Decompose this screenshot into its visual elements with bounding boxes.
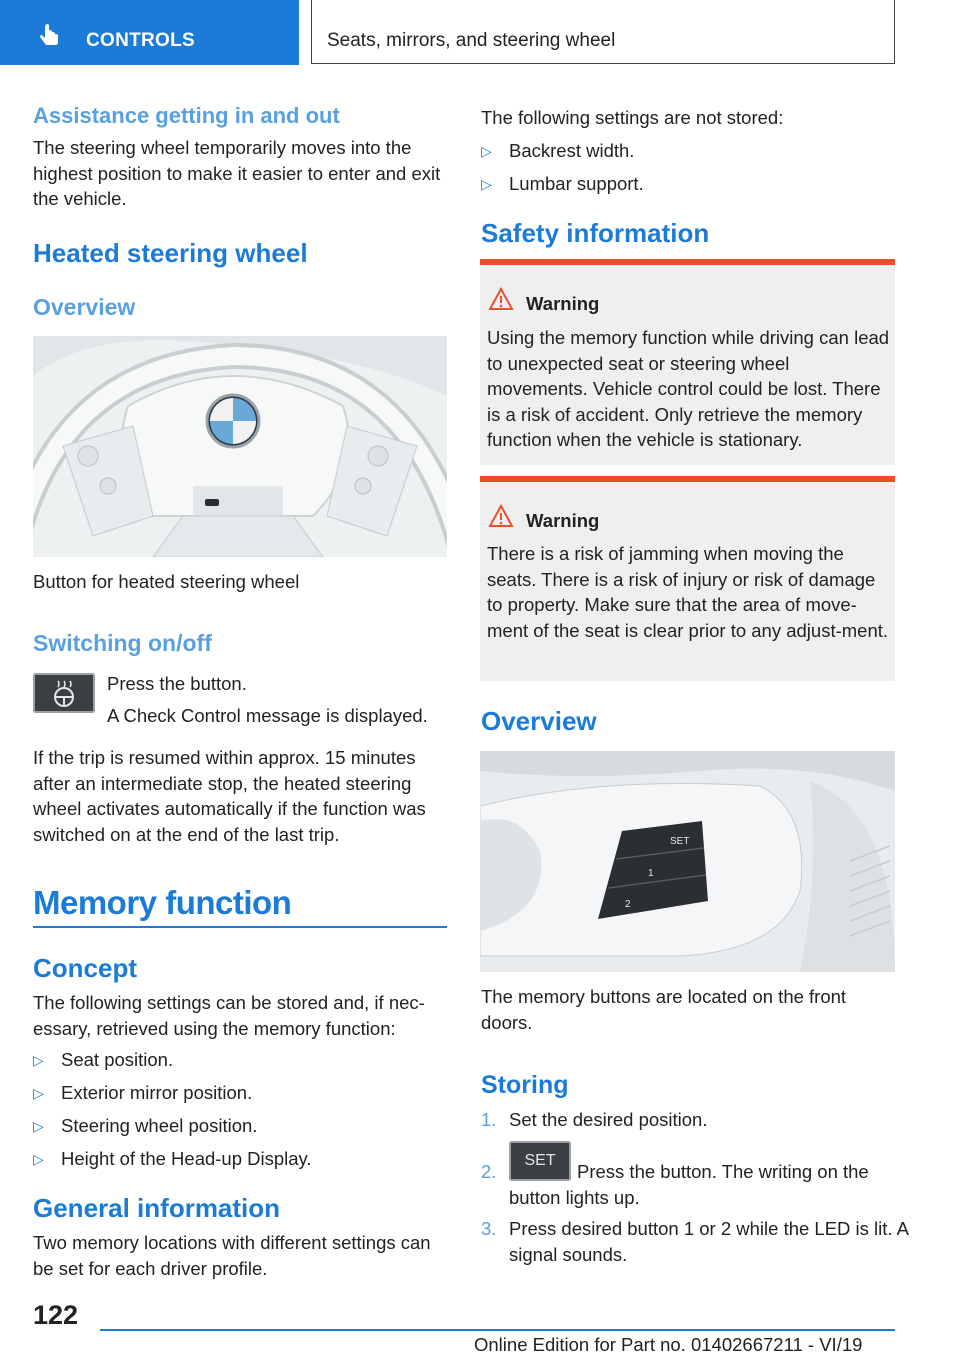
- warning-title: Warning: [526, 510, 600, 531]
- press-button-text: Press the button.: [107, 673, 247, 694]
- list-item: ▷ Backrest width.: [481, 140, 635, 161]
- warning-title: Warning: [526, 293, 600, 314]
- left-column: [33, 103, 448, 212]
- chapter-title-box: [311, 0, 895, 64]
- steering-wheel-figure: [33, 336, 447, 557]
- warning-triangle-icon: [488, 504, 514, 528]
- assist-heading: Assistance getting in and out: [33, 103, 340, 128]
- list-item: ▷ Seat position.: [33, 1049, 174, 1070]
- door-1-label: 1: [648, 868, 654, 879]
- door-2-label: 2: [625, 899, 631, 910]
- list-item: ▷ Steering wheel position.: [33, 1115, 258, 1136]
- trip-text: If the trip is resumed within approx. 15 minutes after an intermediate stop, the heated steering wheel activates automatically if the function was switched on at the end of the last trip.: [33, 747, 426, 845]
- warning-box-1: [480, 259, 895, 465]
- assist-text: The steering wheel temporarily moves into the highest position to make it easier to enter and exit the vehicle.: [33, 137, 441, 209]
- storing-heading: Storing: [481, 1071, 569, 1099]
- step-2: 2. Press the button. The writing on the button lights up.: [481, 1161, 869, 1208]
- heated-heading: Heated steering wheel: [33, 238, 308, 268]
- overview-heading-right: Overview: [481, 706, 597, 736]
- concept-heading: Concept: [33, 953, 137, 983]
- list-item: ▷ Lumbar support.: [481, 173, 644, 194]
- switching-heading: Switching on/off: [33, 630, 212, 656]
- overview-heading-left: Overview: [33, 294, 136, 320]
- footer-rule: [100, 1329, 895, 1331]
- footer-edition: Online Edition for Part no. 01402667211 - VI/19: [474, 1334, 863, 1355]
- set-button: SET: [509, 1141, 571, 1181]
- general-heading: General information: [33, 1193, 281, 1223]
- heated-steering-button: [33, 673, 95, 713]
- safety-heading: Safety information: [481, 218, 710, 248]
- warning-box-2: [480, 476, 895, 681]
- not-stored-list: [481, 138, 896, 196]
- door-caption: The memory buttons are located on the front doors.: [481, 986, 847, 1033]
- figure-caption: Button for heated steering wheel: [33, 571, 300, 592]
- hand-pointer-icon: [38, 24, 60, 48]
- section-label: CONTROLS: [86, 30, 196, 51]
- warning-text: There is a risk of jamming when moving the seats. There is a risk of injury or risk of damage to property. Make sure that the area of move‐ment of the seat is clear prior to any adjust‐ment.: [487, 543, 889, 641]
- concept-list: [33, 1047, 448, 1171]
- list-item: ▷ Exterior mirror position.: [33, 1082, 253, 1103]
- check-control-text: A Check Control message is displayed.: [107, 705, 428, 726]
- warning-triangle-icon: [488, 287, 514, 311]
- step-1: 1. Set the desired position.: [481, 1109, 708, 1130]
- heated-wheel-icon: [33, 673, 95, 713]
- heading-rule: [33, 926, 447, 928]
- concept-text: The following settings can be stored and, if nec‐essary, retrieved using the memory function:: [33, 992, 425, 1039]
- warning-text: Using the memory function while driving can lead to unexpected seat or steering wheel movements. Vehicle control could be lost. There is a risk of accident. Only retrieve the memory function when the vehicle is stationary.: [487, 327, 890, 450]
- list-item: ▷ Height of the Head-up Display.: [33, 1148, 312, 1169]
- page-number: 122: [33, 1300, 79, 1330]
- not-stored-intro: The following settings are not stored:: [481, 107, 784, 128]
- door-set-label: SET: [670, 836, 690, 847]
- door-memory-figure: [480, 751, 895, 972]
- general-text: Two memory locations with different settings can be set for each driver profile.: [33, 1232, 431, 1279]
- step-3: 3. Press desired button 1 or 2 while the LED is lit. A signal sounds.: [481, 1218, 908, 1265]
- memory-heading: Memory function: [33, 884, 292, 921]
- section-tab: [0, 0, 299, 65]
- chapter-title: Seats, mirrors, and steering wheel: [327, 30, 616, 51]
